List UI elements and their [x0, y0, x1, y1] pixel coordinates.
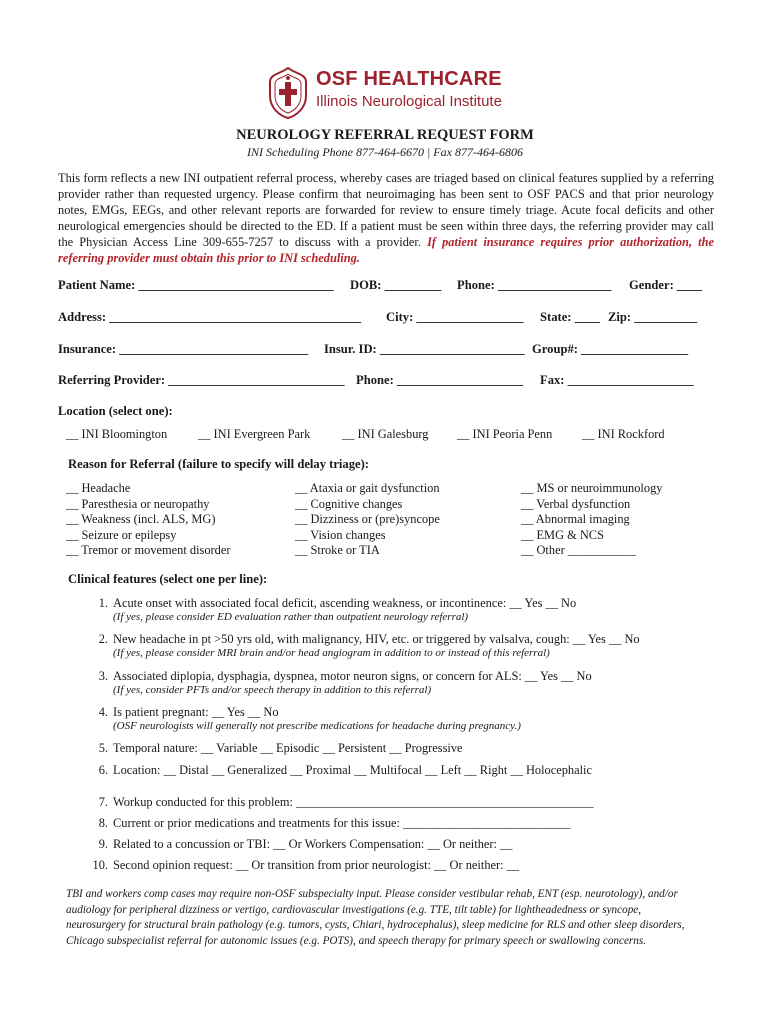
item-number: 7. [98, 795, 108, 809]
item-note: (If yes, please consider ED evaluation rather than outpatient neurology referral) [113, 611, 469, 623]
intro-paragraph [58, 170, 714, 266]
reason-stroke-checkbox[interactable]: __ Stroke or TIA [295, 543, 380, 558]
item-note: (If yes, please consider MRI brain and/or head angiogram in addition to or instead of this referral) [113, 647, 550, 659]
location-peoria-penn-checkbox[interactable]: __ INI Peoria Penn [457, 427, 553, 441]
intro-warning: If patient insurance requires prior authorization, the referring provider must obtain this prior to INI scheduling. [58, 235, 714, 265]
item-question[interactable]: Current or prior medications and treatments for this issue: ___________________________ [113, 816, 571, 830]
form-subtitle: INI Scheduling Phone 877-464-6670 | Fax 877-464-6806 [247, 145, 523, 159]
dob-field[interactable]: DOB: _________ [350, 278, 442, 292]
reason-paresthesia-checkbox[interactable]: __ Paresthesia or neuropathy [66, 496, 210, 511]
reason-other-checkbox[interactable]: __ Other ___________ [521, 543, 636, 558]
location-rockford-checkbox[interactable]: __ INI Rockford [582, 427, 665, 441]
clinical-label: Clinical features (select one per line): [68, 572, 268, 586]
location-label: Location (select one): [58, 404, 173, 418]
item-number: 6. [98, 763, 108, 777]
item-number: 1. [98, 596, 108, 610]
reason-column-3 [521, 481, 662, 559]
item-number: 3. [98, 669, 108, 683]
footer-note: TBI and workers comp cases may require non-OSF subspecialty input. Please consider vestibular rehab, ENT (esp. neurotology), and/or audiology for peripheral dizziness or vertigo, cardiovascular investigations (e.g. TTE, tilt table) for lightheadedness or syncope, neurosurgery for structural brain pathology (e.g. tumors, cysts, Chiari, hydrocephalus), sleep medicine for RLS and other sleep disorders, Chicago subspecialist referral for autonomic issues (e.g. POTS), and speech therapy for primary speech or swallowing concerns. [66, 888, 685, 947]
reason-seizure-checkbox[interactable]: __ Seizure or epilepsy [66, 527, 177, 542]
referring-provider-field[interactable]: Referring Provider: ____________________________ [58, 373, 345, 387]
reason-ataxia-checkbox[interactable]: __ Ataxia or gait dysfunction [295, 481, 440, 495]
brand-name: OSF HEALTHCARE [316, 68, 502, 90]
item-number: 4. [98, 705, 108, 719]
reason-column-2 [295, 481, 440, 559]
item-number: 9. [98, 837, 108, 851]
group-number-field[interactable]: Group#: _________________ [532, 342, 689, 356]
intro-text: This form reflects a new INI outpatient referral process, whereby cases are triaged based on clinical features supplied by a referring provider rather than requested urgency. Please confirm that neuroimaging has been sent to OSF PACS and that prior neurology notes, EMGs, EEGs, and other relevant reports are forwarded for review to ensure timely triage. Acute focal deficits and other neurological emergencies should be directed to the ED. If a patient must be seen within three days, the referring provider may call the Physician Access Line 309-655-7257 to discuss with a provider. [58, 171, 714, 249]
osf-crest-icon [266, 66, 310, 120]
item-number: 10. [92, 858, 108, 872]
item-number: 8. [98, 816, 108, 830]
insurance-id-field[interactable]: Insur. ID: _______________________ [324, 342, 525, 356]
reason-weakness-checkbox[interactable]: __ Weakness (incl. ALS, MG) [66, 512, 216, 527]
reason-tremor-checkbox[interactable]: __ Tremor or movement disorder [66, 543, 231, 558]
item-question[interactable]: Location: __ Distal __ Generalized __ Proximal __ Multifocal __ Left __ Right __ Holocephalic [113, 763, 592, 777]
address-field[interactable]: Address: ________________________________________ [58, 310, 362, 324]
item-question[interactable]: Temporal nature: __ Variable __ Episodic __ Persistent __ Progressive [113, 741, 463, 755]
item-note: (OSF neurologists will generally not prescribe medications for headache during pregnancy.) [113, 720, 521, 732]
gender-field[interactable]: Gender: ____ [629, 278, 703, 292]
reason-headache-checkbox[interactable]: __ Headache [66, 481, 131, 495]
item-number: 5. [98, 741, 108, 755]
reason-cognitive-checkbox[interactable]: __ Cognitive changes [295, 496, 403, 511]
provider-phone-field[interactable]: Phone: ____________________ [356, 373, 523, 387]
reason-dizziness-checkbox[interactable]: __ Dizziness or (pre)syncope [295, 512, 440, 527]
reason-ms-checkbox[interactable]: __ MS or neuroimmunology [521, 481, 663, 495]
item-question[interactable]: Second opinion request: __ Or transition from prior neurologist: __ Or neither: __ [113, 858, 520, 872]
item-question[interactable]: Associated diplopia, dysphagia, dyspnea, motor neuron signs, or concern for ALS: __ Yes __ No [113, 669, 592, 683]
reason-label: Reason for Referral (failure to specify will delay triage): [68, 457, 370, 471]
item-question[interactable]: New headache in pt >50 yrs old, with malignancy, HIV, etc. or triggered by valsalva, cough: __ Yes __ No [113, 632, 640, 646]
brand-subtitle: Illinois Neurological Institute [316, 93, 502, 110]
osf-logo [266, 66, 526, 124]
item-question[interactable]: Related to a concussion or TBI: __ Or Workers Compensation: __ Or neither: __ [113, 837, 513, 851]
form-title: NEUROLOGY REFERRAL REQUEST FORM [236, 127, 534, 143]
item-question[interactable]: Is patient pregnant: __ Yes __ No [113, 705, 279, 719]
item-question[interactable]: Acute onset with associated focal deficit, ascending weakness, or incontinence: __ Yes __ No [113, 596, 577, 610]
reason-verbal-checkbox[interactable]: __ Verbal dysfunction [521, 496, 631, 511]
reason-emg-checkbox[interactable]: __ EMG & NCS [521, 527, 604, 542]
provider-fax-field[interactable]: Fax: ____________________ [540, 373, 694, 387]
reason-vision-checkbox[interactable]: __ Vision changes [295, 527, 386, 542]
location-evergreen-park-checkbox[interactable]: __ INI Evergreen Park [198, 427, 311, 441]
reason-column-1 [66, 481, 231, 559]
zip-field[interactable]: Zip: __________ [608, 310, 698, 324]
reason-imaging-checkbox[interactable]: __ Abnormal imaging [521, 512, 630, 527]
phone-field[interactable]: Phone: __________________ [457, 278, 612, 292]
item-note: (If yes, consider PFTs and/or speech therapy in addition to this referral) [113, 684, 432, 696]
location-bloomington-checkbox[interactable]: __ INI Bloomington [66, 427, 168, 441]
item-number: 2. [98, 632, 108, 646]
insurance-field[interactable]: Insurance: ______________________________ [58, 342, 309, 356]
location-galesburg-checkbox[interactable]: __ INI Galesburg [342, 427, 429, 441]
patient-name-field[interactable]: Patient Name: _______________________________ [58, 278, 334, 292]
state-field[interactable]: State: ____ [540, 310, 600, 324]
city-field[interactable]: City: _________________ [386, 310, 524, 324]
item-question[interactable]: Workup conducted for this problem: ________________________________________________ [113, 795, 594, 809]
